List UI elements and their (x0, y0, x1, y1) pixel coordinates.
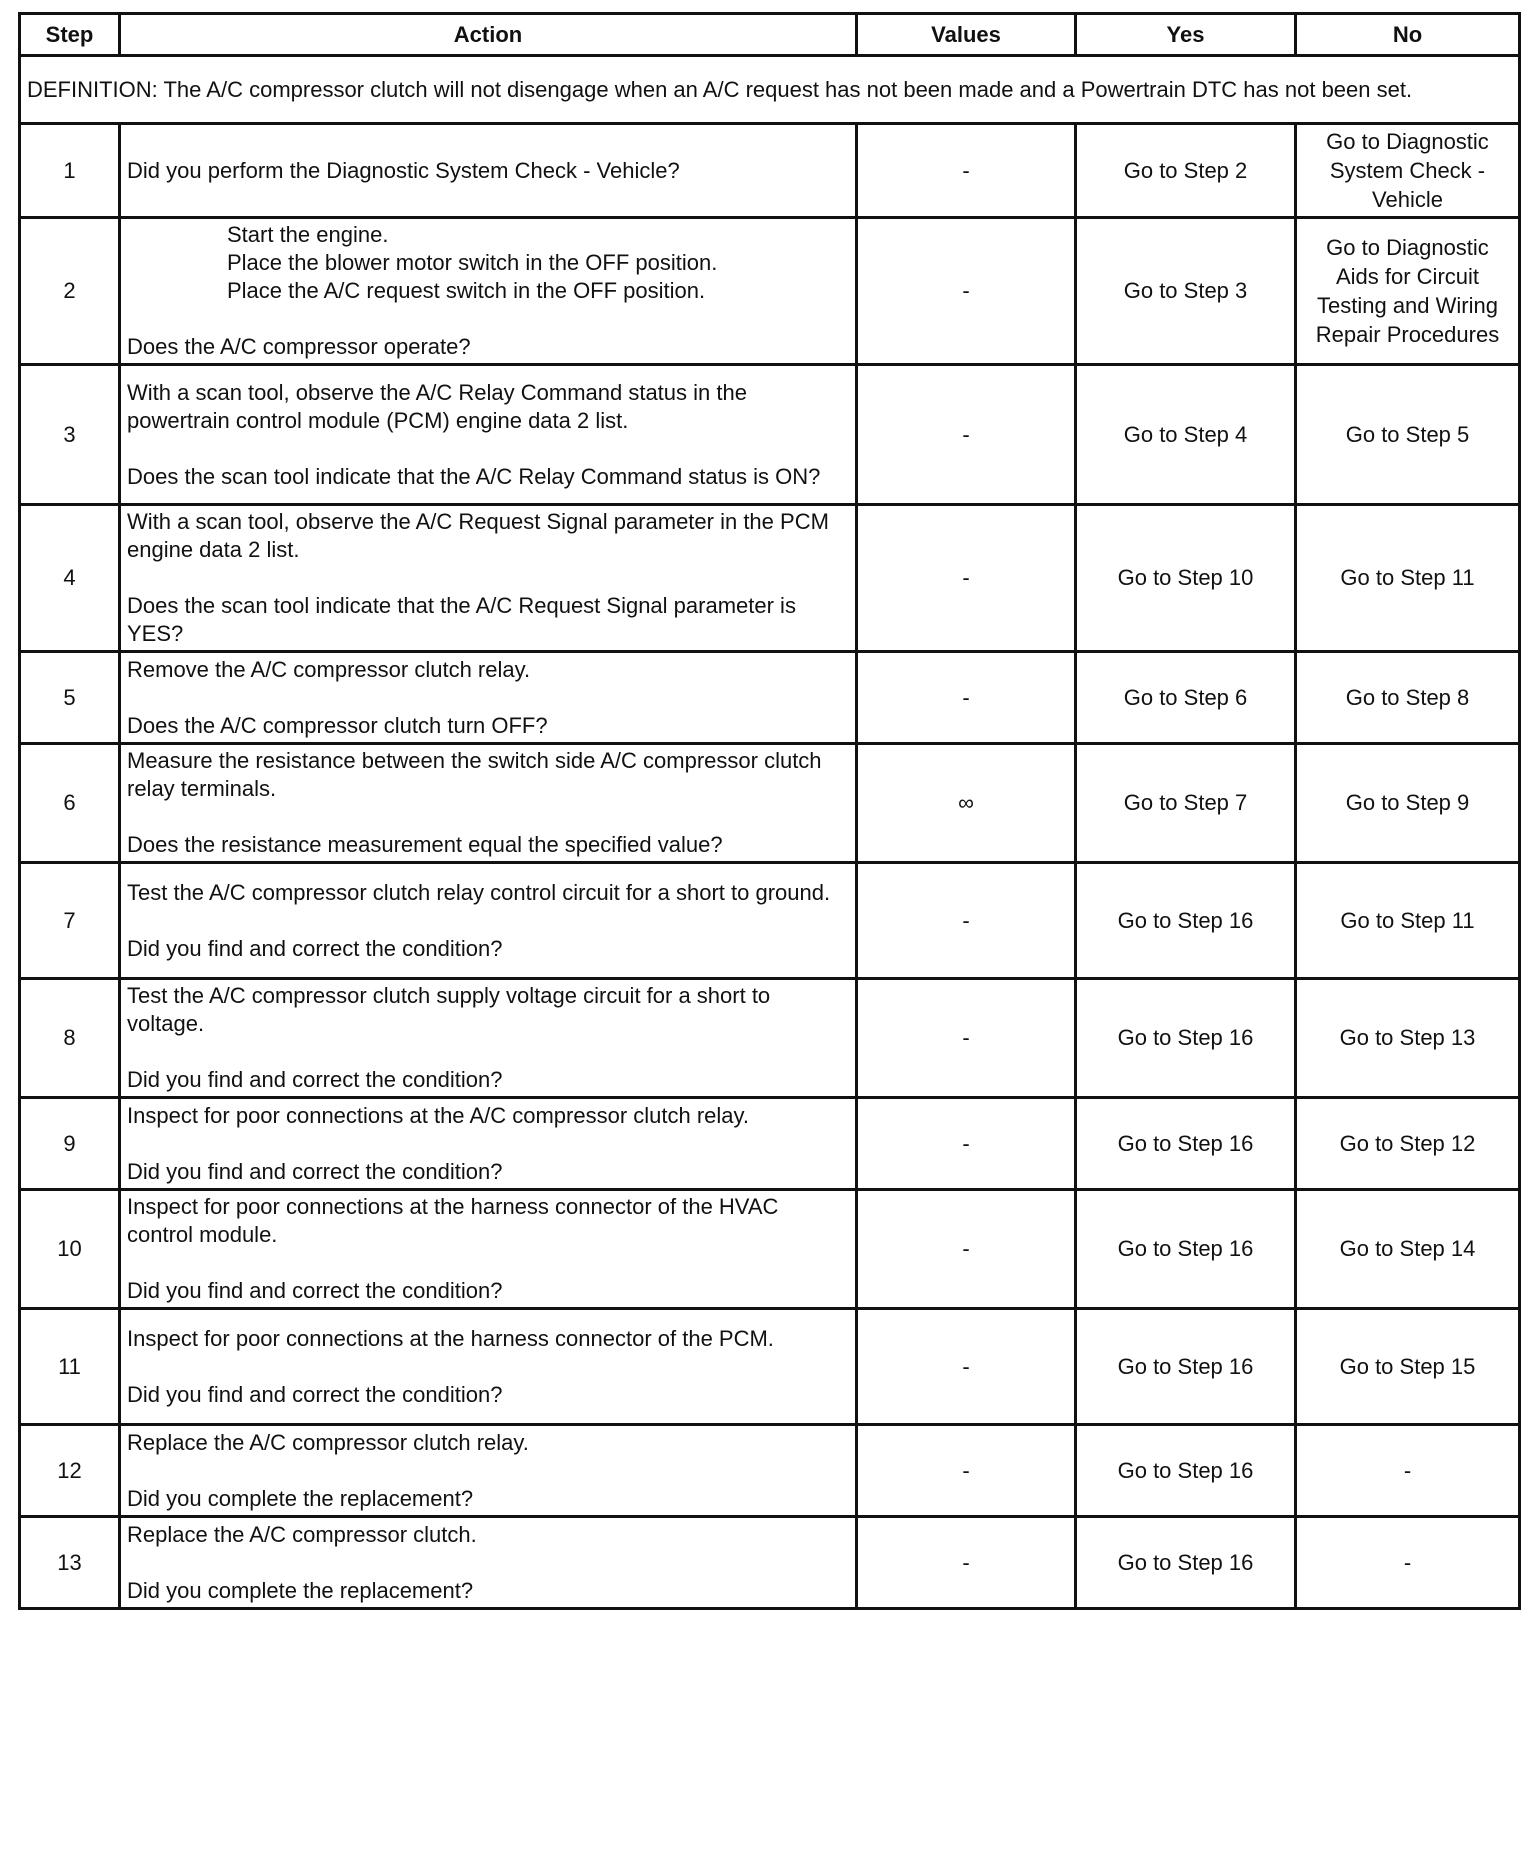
header-step: Step (20, 14, 120, 56)
step-number: 13 (20, 1517, 120, 1609)
diagnostic-document (18, 12, 1518, 1610)
yes-cell: Go to Step 7 (1076, 744, 1296, 863)
definition-text: DEFINITION: The A/C compressor clutch will not disengage when an A/C request has not been made and a Powertrain DTC has not been set. (20, 56, 1520, 124)
action-cell (120, 1190, 857, 1309)
no-cell: Go to Step 11 (1296, 863, 1520, 979)
yes-cell: Go to Step 10 (1076, 505, 1296, 652)
no-cell: Go to Step 5 (1296, 365, 1520, 505)
no-cell: - (1296, 1425, 1520, 1517)
yes-cell: Go to Step 3 (1076, 218, 1296, 365)
action-question: Does the scan tool indicate that the A/C Request Signal parameter is YES? (127, 593, 796, 646)
value-cell: - (857, 365, 1076, 505)
no-cell: Go to Step 13 (1296, 979, 1520, 1098)
value-cell: - (857, 1425, 1076, 1517)
action-cell (120, 652, 857, 744)
yes-cell: Go to Step 16 (1076, 1425, 1296, 1517)
value-cell: ∞ (857, 744, 1076, 863)
step-number: 10 (20, 1190, 120, 1309)
yes-cell: Go to Step 2 (1076, 124, 1296, 218)
action-instruction: Remove the A/C compressor clutch relay. (127, 656, 531, 682)
value-cell: - (857, 124, 1076, 218)
header-values: Values (857, 14, 1076, 56)
yes-cell: Go to Step 6 (1076, 652, 1296, 744)
header-row (20, 14, 1520, 56)
value-cell: - (857, 218, 1076, 365)
definition-row (20, 56, 1520, 124)
action-instruction: With a scan tool, observe the A/C Relay Command status in the powertrain control module (PCM) engine data 2 list. (127, 379, 747, 433)
step-number: 12 (20, 1425, 120, 1517)
action-instruction: With a scan tool, observe the A/C Request Signal parameter in the PCM engine data 2 list. (127, 509, 829, 562)
yes-cell: Go to Step 16 (1076, 1309, 1296, 1425)
table-row (20, 505, 1520, 652)
yes-cell: Go to Step 16 (1076, 1098, 1296, 1190)
table-row (20, 1425, 1520, 1517)
action-question: Did you find and correct the condition? (127, 1158, 503, 1184)
header-no: No (1296, 14, 1520, 56)
step-number: 7 (20, 863, 120, 979)
action-instruction: Measure the resistance between the switch side A/C compressor clutch relay terminals. (127, 748, 822, 801)
action-question: Did you complete the replacement? (127, 1577, 474, 1603)
value-cell: - (857, 979, 1076, 1098)
action-instruction: Test the A/C compressor clutch supply voltage circuit for a short to voltage. (127, 983, 771, 1036)
step-number: 1 (20, 124, 120, 218)
no-cell: Go to Step 11 (1296, 505, 1520, 652)
action-question: Did you find and correct the condition? (127, 935, 503, 961)
step-number: 5 (20, 652, 120, 744)
yes-cell: Go to Step 4 (1076, 365, 1296, 505)
action-question: Does the resistance measurement equal the specified value? (127, 832, 723, 857)
value-cell: - (857, 1309, 1076, 1425)
action-instruction: Inspect for poor connections at the harness connector of the PCM. (127, 1325, 774, 1351)
action-cell (120, 863, 857, 979)
yes-cell: Go to Step 16 (1076, 1517, 1296, 1609)
yes-cell: Go to Step 16 (1076, 863, 1296, 979)
action-instruction: Test the A/C compressor clutch relay control circuit for a short to ground. (127, 879, 831, 905)
action-cell (120, 505, 857, 652)
step-number: 9 (20, 1098, 120, 1190)
no-cell: Go to Step 14 (1296, 1190, 1520, 1309)
table-row (20, 124, 1520, 218)
action-instruction: Inspect for poor connections at the harness connector of the HVAC control module. (127, 1194, 779, 1247)
action-question: Does the A/C compressor clutch turn OFF? (127, 712, 548, 738)
action-cell (120, 979, 857, 1098)
step-number: 4 (20, 505, 120, 652)
no-cell: Go to Diagnostic System Check - Vehicle (1296, 124, 1520, 218)
step-number: 6 (20, 744, 120, 863)
yes-cell: Go to Step 16 (1076, 979, 1296, 1098)
value-cell: - (857, 1098, 1076, 1190)
no-cell: Go to Diagnostic Aids for Circuit Testing and Wiring Repair Procedures (1296, 218, 1520, 365)
yes-cell: Go to Step 16 (1076, 1190, 1296, 1309)
action-question: Did you find and correct the condition? (127, 1067, 503, 1092)
action-cell (120, 1098, 857, 1190)
table-row (20, 652, 1520, 744)
table-row (20, 218, 1520, 365)
action-instruction: Did you perform the Diagnostic System Check - Vehicle? (127, 157, 680, 183)
no-cell: Go to Step 9 (1296, 744, 1520, 863)
table-row (20, 1309, 1520, 1425)
action-question: Does the A/C compressor operate? (127, 334, 471, 359)
value-cell: - (857, 863, 1076, 979)
value-cell: - (857, 1190, 1076, 1309)
action-cell (120, 744, 857, 863)
diagnostic-table (18, 12, 1521, 1610)
value-cell: - (857, 1517, 1076, 1609)
action-question: Did you find and correct the condition? (127, 1278, 503, 1303)
action-instruction: Replace the A/C compressor clutch. (127, 1521, 477, 1547)
no-cell: Go to Step 15 (1296, 1309, 1520, 1425)
no-cell: - (1296, 1517, 1520, 1609)
no-cell: Go to Step 8 (1296, 652, 1520, 744)
action-cell (120, 124, 857, 218)
header-yes: Yes (1076, 14, 1296, 56)
action-instruction: Inspect for poor connections at the A/C compressor clutch relay. (127, 1102, 750, 1128)
action-question: Did you complete the replacement? (127, 1485, 474, 1511)
action-cell (120, 365, 857, 505)
table-row (20, 1190, 1520, 1309)
table-row (20, 1098, 1520, 1190)
value-cell: - (857, 652, 1076, 744)
table-row (20, 979, 1520, 1098)
action-question: Does the scan tool indicate that the A/C Relay Command status is ON? (127, 463, 821, 489)
action-cell (120, 1425, 857, 1517)
table-row (20, 744, 1520, 863)
action-instruction: Replace the A/C compressor clutch relay. (127, 1429, 529, 1455)
table-row (20, 365, 1520, 505)
step-number: 3 (20, 365, 120, 505)
step-number: 11 (20, 1309, 120, 1425)
table-row (20, 863, 1520, 979)
no-cell: Go to Step 12 (1296, 1098, 1520, 1190)
action-cell (120, 1517, 857, 1609)
action-instruction: Start the engine. Place the blower motor switch in the OFF position. Place the A/C request switch in the OFF position. (227, 222, 718, 303)
table-row (20, 1517, 1520, 1609)
action-question: Did you find and correct the condition? (127, 1381, 503, 1407)
action-cell (120, 218, 857, 365)
step-number: 8 (20, 979, 120, 1098)
value-cell: - (857, 505, 1076, 652)
header-action: Action (120, 14, 857, 56)
action-cell (120, 1309, 857, 1425)
step-number: 2 (20, 218, 120, 365)
